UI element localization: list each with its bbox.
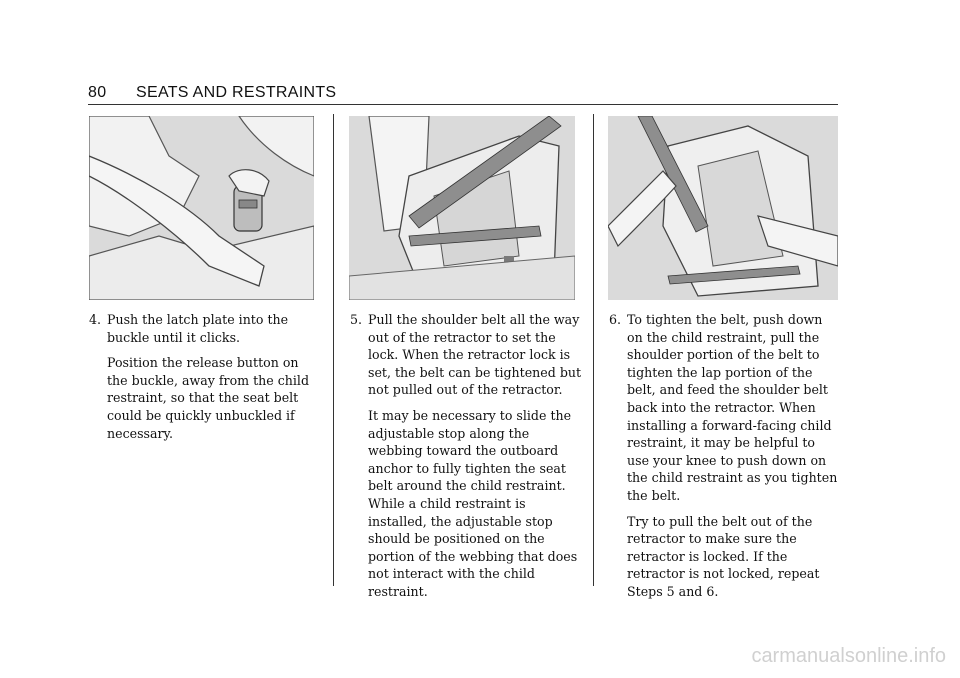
column-2-text: [350, 311, 582, 609]
section-title: SEATS AND RESTRAINTS: [136, 84, 337, 101]
illustration-buckle-latch: [89, 116, 314, 300]
step-number: 5.: [350, 312, 363, 327]
illustration-shoulder-belt: [349, 116, 575, 300]
step-4-paragraph: Position the release button on the buckle, away from the child restraint, so that the seat belt could be quickly unbuckled if necessary.: [107, 355, 310, 441]
step-text: To tighten the belt, push down on the child restraint, pull the shoulder portion of the belt to tighten the lap portion of the belt, and feed the shoulder belt back into the retractor. When installing a forward-facing child restraint, it may be helpful to use your knee to push down on the child restraint as you tighten the belt.: [627, 312, 838, 503]
step-number: 4.: [89, 312, 102, 327]
step-5-paragraph: It may be necessary to slide the adjustable stop along the webbing toward the outboard anchor to fully tighten the seat belt around the child restraint. While a child restraint is installed, the adjustable stop should be positioned on the portion of the webbing that does not interact with the child restraint.: [368, 407, 578, 599]
step-text: Pull the shoulder belt all the way out of the retractor to set the lock. When the retractor lock is set, the belt can be tightened but not pulled out of the retractor.: [368, 312, 582, 398]
illustration-tighten-belt: [608, 116, 838, 300]
watermark: carmanualsonline.info: [751, 645, 946, 667]
step-6: [609, 311, 841, 505]
page-header: [88, 82, 838, 105]
column-1-text: [89, 311, 319, 450]
step-5: [350, 311, 582, 399]
step-6-paragraph: Try to pull the belt out of the retractor to make sure the retractor is locked. If the retractor is not locked, repeat Steps 5 and 6.: [627, 513, 820, 599]
step-text: Push the latch plate into the buckle until it clicks.: [107, 312, 289, 345]
step-number: 6.: [609, 312, 622, 327]
column-divider-1: [333, 114, 334, 586]
column-divider-2: [593, 114, 594, 586]
column-3-text: [609, 311, 841, 609]
page-number: 80: [88, 84, 107, 101]
step-4: [89, 311, 319, 346]
